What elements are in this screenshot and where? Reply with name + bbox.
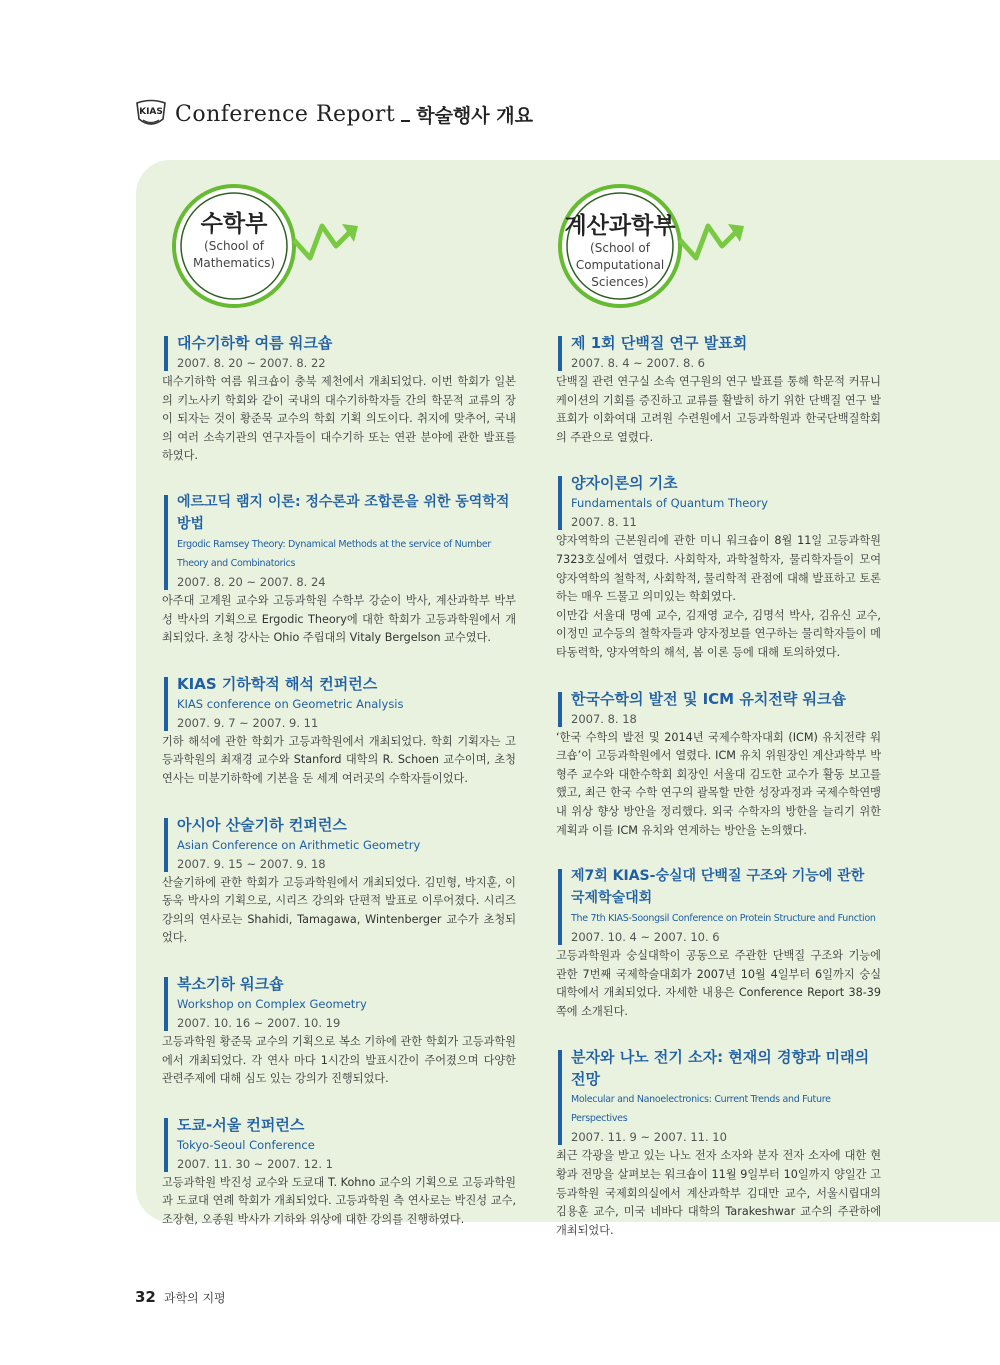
event-title: 복소기하 워크숍	[177, 974, 284, 993]
school-title: 수학부	[200, 211, 268, 237]
report-subtitle: 학술행사 개요	[416, 104, 533, 127]
title-separator	[401, 120, 410, 122]
event-header	[556, 865, 881, 947]
event-body: 고등과학원 황준묵 교수의 기획으로 복소 기하에 관한 학회가 고등과학원에서 개최되었다. 각 연사 마다 1시간의 발표시간이 주어졌으며 다양한 관련주제에 대해 심도 있는 강의가 진행되었다.	[162, 1034, 516, 1086]
event-body: 기하 해석에 관한 학회가 고등과학원에서 개최되었다. 학회 기획자는 고등과학원의 최재경 교수와 Stanford 대학의 R. Schoen 교수이며, 초청연사는 미분기하학에 기본을 둔 세계 여러곳의 수학자들이었다.	[162, 734, 516, 785]
event-title: 양자이론의 기초	[571, 474, 678, 493]
event-header	[556, 1046, 881, 1147]
event-entry	[162, 332, 516, 466]
math-column	[162, 332, 516, 1254]
kias-logo-icon	[135, 99, 167, 129]
page-header	[135, 96, 533, 132]
event-english-title: Asian Conference on Arithmetic Geometry	[177, 837, 421, 852]
school-badge-comp	[556, 174, 776, 314]
event-english-title: The 7th KIAS-Soongsil Conference on Protein Structure and Function	[571, 913, 876, 925]
event-body: 고등과학원 박진성 교수와 도쿄대 T. Kohno 교수의 기획으로 고등과학원과 도쿄대 연례 학회가 개최되었다. 고등과학원 측 연사로는 박진성 교수, 조장현, 오종원 박사가 기하와 위상에 대한 강의를 진행하였다.	[162, 1175, 516, 1226]
event-title: 제7회 KIAS-숭실대 단백질 구조와 기능에 관한 국제학술대회	[571, 868, 865, 907]
event-body: 최근 각광을 받고 있는 나노 전자 소자와 분자 전자 소자에 대한 현황과 전망을 살펴보는 워크숍이 11월 9일부터 10일까지 양일간 고등과학원 국제회의실에서 계산과학부 김대만 교수, 서울시립대의 김용훈 교수, 미국 네바다 대학의 Tarakeshwar 교수의 주관하에 개최되었다.	[556, 1149, 881, 1237]
school-subtitle: (School of Mathematics)	[192, 239, 275, 270]
event-date: 2007. 8. 18	[571, 711, 637, 726]
event-english-title: Ergodic Ramsey Theory: Dynamical Methods at the service of Number Theory and Combinatorics	[177, 538, 491, 569]
event-english-title: Workshop on Complex Geometry	[177, 996, 367, 1011]
event-english-title: Fundamentals of Quantum Theory	[571, 496, 768, 511]
event-title: 분자와 나노 전기 소자: 현재의 경향과 미래의 전망	[571, 1048, 870, 1089]
school-badge-math	[158, 174, 378, 314]
event-title: 제 1회 단백질 연구 발표회	[571, 334, 748, 352]
event-header	[556, 688, 881, 729]
event-body: ‘한국 수학의 발전 및 2014년 국제수학자대회 (ICM) 유치전략 워크숍’이 고등과학원에서 열렸다. ICM 유치 위원장인 계산과학부 박형주 교수와 대한수학회 회장인 서울대 김도한 교수가 활동 보고를 했고, 최근 한국 수학 연구의 괄목할 만한 성장과정과 국제수학연맹 내 위상 향상 방안을 정리했다. 외국 수학자의 방한을 늘리기 위한 계획과 이를 ICM 유치와 연계하는 방안을 논의했다.	[556, 730, 881, 837]
svg-text:KIAS: KIAS	[139, 107, 163, 117]
report-title: Conference Report	[175, 101, 396, 127]
school-subtitle: (School of Computational Sciences)	[575, 241, 665, 289]
event-date: 2007. 11. 30 ~ 2007. 12. 1	[177, 1156, 333, 1171]
event-entry	[162, 814, 516, 948]
event-entry	[556, 332, 881, 447]
event-entry	[162, 1114, 516, 1230]
event-header	[556, 332, 881, 373]
event-header	[556, 472, 881, 532]
event-date: 2007. 9. 15 ~ 2007. 9. 18	[177, 856, 326, 871]
event-date: 2007. 11. 9 ~ 2007. 11. 10	[571, 1130, 727, 1145]
event-body: 고등과학원과 숭실대학이 공동으로 주관한 단백질 구조와 기능에 관한 7번째 국제학술대회가 2007년 10월 4일부터 6일까지 숭실대학에서 개최되었다. 자세한 내용은 Conference Report 38-39쪽에 소개된다.	[556, 949, 881, 1018]
event-header	[162, 491, 516, 592]
event-date: 2007. 8. 20 ~ 2007. 8. 24	[177, 574, 326, 589]
event-entry	[162, 973, 516, 1089]
event-date: 2007. 9. 7 ~ 2007. 9. 11	[177, 715, 319, 730]
event-english-title: Molecular and Nanoelectronics: Current Trends and Future Perspectives	[571, 1094, 831, 1125]
publication-name: 과학의 지평	[163, 1291, 226, 1305]
event-header	[162, 673, 516, 733]
event-header	[162, 1114, 516, 1174]
event-entry	[162, 491, 516, 648]
event-english-title: KIAS conference on Geometric Analysis	[177, 696, 404, 711]
event-body: 대수기하학 여름 워크숍이 충북 제천에서 개최되었다. 이번 학회가 일본의 키노사키 학회와 같이 국내의 대수기하학자들 간의 학문적 교류의 장이 되자는 것이 황준묵 교수의 학회 기획 의도이다. 취지에 맞추어, 국내의 여러 소속기관의 연구자들이 대수기하 또는 연관 분야에 관한 발표를 하였다.	[162, 375, 516, 463]
event-header	[162, 814, 516, 874]
event-entry	[556, 472, 881, 662]
event-date: 2007. 8. 4 ~ 2007. 8. 6	[571, 356, 705, 370]
event-header	[162, 332, 516, 373]
event-english-title: Tokyo-Seoul Conference	[177, 1137, 315, 1152]
comp-column	[556, 332, 881, 1265]
event-date: 2007. 10. 4 ~ 2007. 10. 6	[571, 930, 720, 945]
event-entry	[556, 865, 881, 1021]
page-number: 32	[135, 1288, 156, 1306]
event-entry	[162, 673, 516, 789]
event-title: 한국수학의 발전 및 ICM 유치전략 워크숍	[571, 689, 846, 708]
school-title: 계산과학부	[564, 213, 676, 239]
event-header	[162, 973, 516, 1033]
event-entry	[556, 1046, 881, 1240]
event-body: 단백질 관련 연구실 소속 연구원의 연구 발표를 통해 학문적 커뮤니케이션의 기회를 증진하고 교류를 활발히 하기 위한 단백질 연구 발표회가 이화여대 고려원 수련원에서 고등과학원과 한국단백질학회의 주관으로 열렸다.	[556, 375, 881, 444]
event-entry	[556, 688, 881, 841]
event-body-continued: 이만갑 서울대 명예 교수, 김재영 교수, 김명석 박사, 김유신 교수, 이정민 교수등의 철학자들과 양자정보를 연구하는 물리학자들이 메타동력학, 양자역학의 해석, 봄 이론 등에 대해 토의하였다.	[556, 608, 881, 659]
page-footer	[135, 1288, 226, 1306]
event-title: 대수기하학 여름 워크숍	[177, 334, 333, 352]
event-title: KIAS 기하학적 해석 컨퍼런스	[177, 674, 378, 693]
event-title: 에르고딕 램지 이론: 정수론과 조합론을 위한 동역학적 방법	[177, 493, 510, 532]
event-title: 아시아 산술기하 컨퍼런스	[177, 815, 347, 834]
event-date: 2007. 8. 20 ~ 2007. 8. 22	[177, 356, 326, 370]
event-date: 2007. 8. 11	[571, 515, 637, 530]
event-date: 2007. 10. 16 ~ 2007. 10. 19	[177, 1015, 341, 1030]
event-title: 도쿄-서울 컨퍼런스	[177, 1115, 305, 1134]
event-body: 양자역학의 근본원리에 관한 미니 워크숍이 8월 11일 고등과학원 7323호실에서 열렸다. 사회학자, 과학철학자, 물리학자들이 모여 양자역학의 철학적, 사회학적, 물리학적 관점에 대해 발표하고 토론하는 매우 드물고 의미있는 학회였다.	[556, 534, 881, 604]
event-body: 산술기하에 관한 학회가 고등과학원에서 개최되었다. 김민형, 박지훈, 이동욱 박사의 기획으로, 시리즈 강의와 단편적 발표로 이루어졌다. 시리즈 강의의 연사로는 Shahidi, Tamagawa, Wintenberger 교수가 초청되었다.	[162, 875, 516, 945]
event-body: 아주대 고계원 교수와 고등과학원 수학부 강순이 박사, 계산과학부 박부성 박사의 기획으로 Ergodic Theory에 대한 학회가 고등과학원에서 개최되었다. 초청 강사는 Ohio 주립대의 Vitaly Bergelson 교수였다.	[162, 593, 516, 645]
